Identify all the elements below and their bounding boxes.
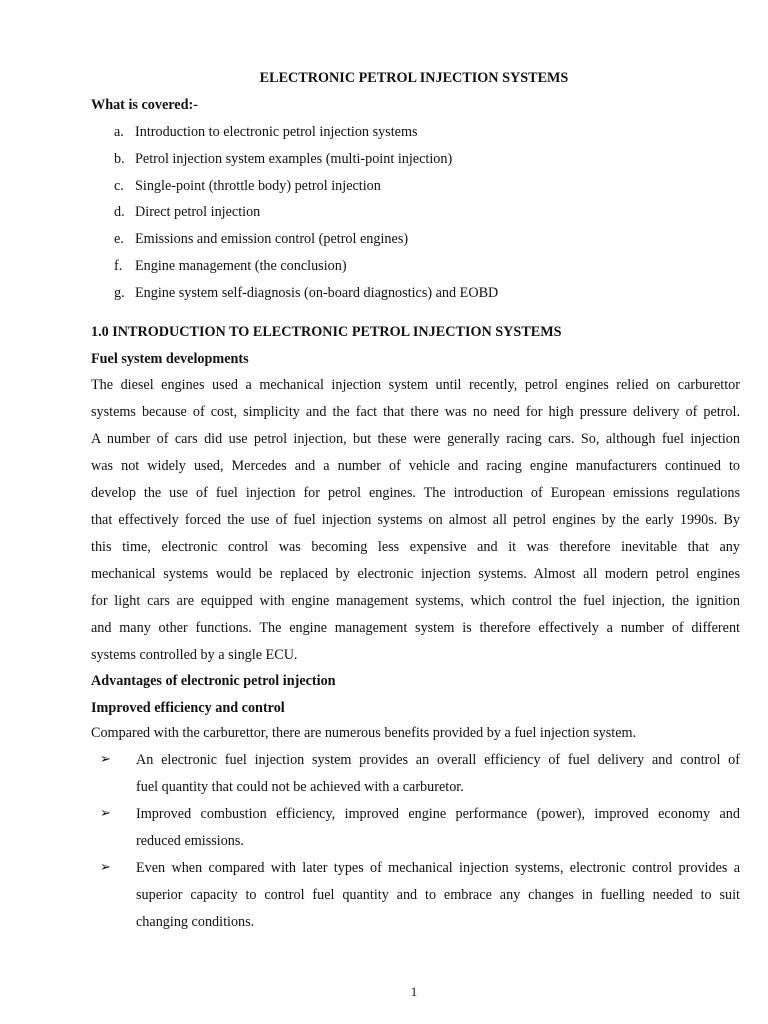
list-marker: d. [114, 204, 125, 220]
bullet-item [136, 855, 740, 936]
paragraph-line: systems because of cost, simplicity and the fact that there was no need for high pressure delivery of petrol. [91, 404, 740, 420]
subheading-improved-efficiency: Improved efficiency and control [91, 700, 285, 716]
paragraph-line: develop the use of fuel injection for petrol engines. The introduction of European emissions regulations [91, 485, 740, 501]
contents-item-text: Petrol injection system examples (multi-point injection) [135, 151, 453, 167]
compared-paragraph [91, 720, 740, 747]
contents-item-text: Engine management (the conclusion) [135, 258, 347, 274]
contents-item [114, 204, 714, 221]
contents-item [114, 285, 714, 302]
arrow-bullet-icon: ➢ [100, 752, 111, 767]
list-marker: b. [114, 151, 125, 167]
paragraph-line: The diesel engines used a mechanical injection system until recently, petrol engines relied on carburettor [91, 377, 740, 393]
contents-item [114, 258, 714, 275]
contents-item-text: Engine system self-diagnosis (on-board diagnostics) and EOBD [135, 285, 499, 301]
paragraph-line: that effectively forced the use of fuel injection systems on almost all petrol engines by the early 1990s. By [91, 512, 740, 528]
arrow-bullet-icon: ➢ [100, 860, 111, 875]
paragraph-line: mechanical systems would be replaced by electronic injection systems. Almost all modern petrol engines [91, 566, 740, 582]
document-title: ELECTRONIC PETROL INJECTION SYSTEMS [259, 70, 569, 86]
arrow-bullet-icon: ➢ [100, 806, 111, 821]
covered-heading: What is covered:- [91, 97, 198, 113]
subheading-advantages: Advantages of electronic petrol injection [91, 673, 336, 689]
bullet-item [136, 801, 740, 855]
subheading-fuel-developments: Fuel system developments [91, 351, 249, 367]
contents-item [114, 151, 714, 168]
bullet-line: changing conditions. [136, 914, 255, 930]
contents-item [114, 178, 714, 195]
contents-item [114, 231, 714, 248]
bullet-line: superior capacity to control fuel quantity and to embrace any changes in fuelling needed to suit [136, 887, 740, 903]
contents-item-text: Single-point (throttle body) petrol injection [135, 178, 381, 194]
bullet-item [136, 747, 740, 801]
bullet-line: An electronic fuel injection system provides an overall efficiency of fuel delivery and control of [136, 752, 740, 768]
fuel-developments-paragraph [91, 372, 740, 669]
page-number: 1 [410, 984, 418, 999]
list-marker: e. [114, 231, 124, 247]
paragraph-line: and many other functions. The engine management system is therefore effectively a number of different [91, 620, 740, 636]
paragraph-line: systems controlled by a single ECU. [91, 647, 298, 663]
paragraph-line: Compared with the carburettor, there are numerous benefits provided by a fuel injection system. [91, 725, 637, 741]
list-marker: a. [114, 124, 124, 140]
bullet-line: Improved combustion efficiency, improved engine performance (power), improved economy and [136, 806, 740, 822]
contents-item-text: Direct petrol injection [135, 204, 261, 220]
list-marker: c. [114, 178, 124, 194]
bullet-line: Even when compared with later types of mechanical injection systems, electronic control provides a [136, 860, 740, 876]
contents-item-text: Introduction to electronic petrol injection systems [135, 124, 418, 140]
paragraph-line: was not widely used, Mercedes and a number of vehicle and racing engine manufacturers continued to [91, 458, 740, 474]
bullet-line: reduced emissions. [136, 833, 244, 849]
paragraph-line: A number of cars did use petrol injection, but these were generally racing cars. So, although fuel injection [91, 431, 740, 447]
bullet-line: fuel quantity that could not be achieved with a carburetor. [136, 779, 464, 795]
contents-item [114, 124, 714, 141]
paragraph-line: this time, electronic control was becoming less expensive and it was therefore inevitable that any [91, 539, 740, 555]
list-marker: f. [114, 258, 123, 274]
paragraph-line: for light cars are equipped with engine management systems, which control the fuel injection, the ignition [91, 593, 740, 609]
list-marker: g. [114, 285, 125, 301]
contents-item-text: Emissions and emission control (petrol engines) [135, 231, 409, 247]
section-heading: 1.0 INTRODUCTION TO ELECTRONIC PETROL INJECTION SYSTEMS [91, 324, 562, 340]
